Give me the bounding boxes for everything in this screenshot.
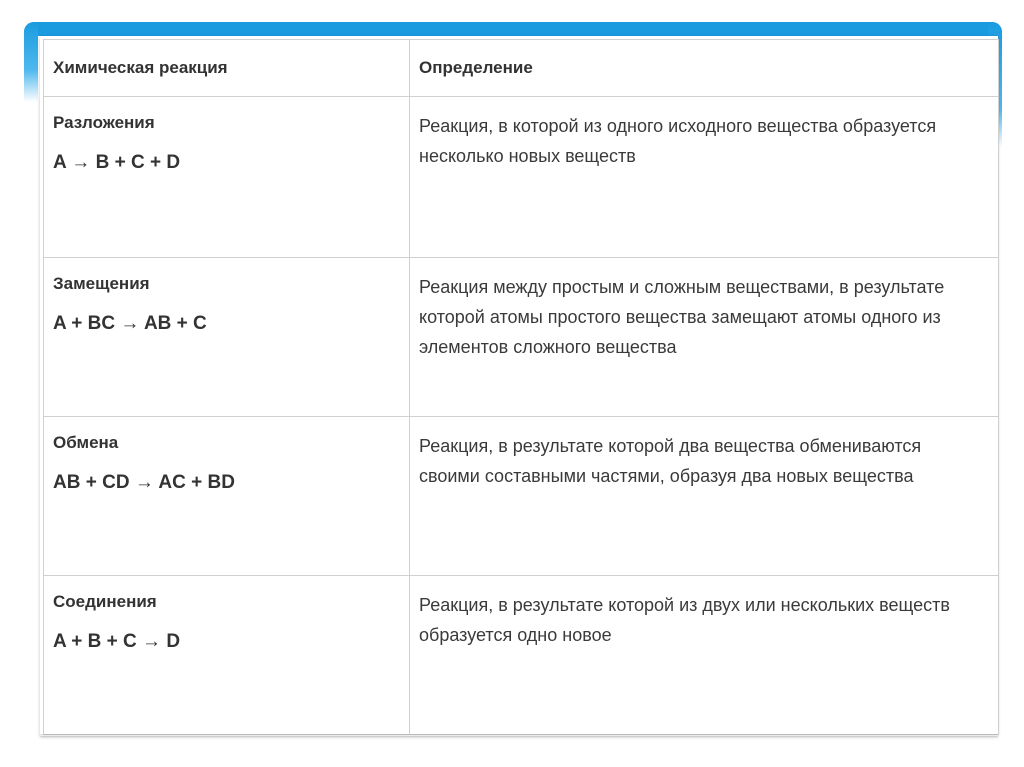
reaction-cell xyxy=(44,417,410,576)
reaction-cell xyxy=(44,97,410,258)
reaction-name: Разложения xyxy=(53,113,155,132)
reaction-cell xyxy=(44,576,410,735)
frame-left-border xyxy=(24,22,38,102)
reaction-definition: Реакция между простым и сложным веществами, в результате которой атомы простого вещества замещают атомы одного из элементов сложного вещества xyxy=(410,258,999,417)
reaction-definition: Реакция, в результате которой два вещества обмениваются своими составными частями, образуя два новых вещества xyxy=(410,417,999,576)
table-row xyxy=(44,417,999,576)
reaction-equation: A + B + C → D xyxy=(53,631,181,652)
reactions-table xyxy=(43,39,999,735)
reaction-equation: A → B + C + D xyxy=(53,152,181,173)
header-reaction: Химическая реакция xyxy=(44,40,410,97)
reaction-name: Соединения xyxy=(53,592,157,611)
table-row xyxy=(44,576,999,735)
reaction-name: Замещения xyxy=(53,274,150,293)
table-header-row xyxy=(44,40,999,97)
reaction-name: Обмена xyxy=(53,433,119,452)
table-row xyxy=(44,258,999,417)
reaction-definition: Реакция, в результате которой из двух или нескольких веществ образуется одно новое xyxy=(410,576,999,735)
table-row xyxy=(44,97,999,258)
reaction-definition: Реакция, в которой из одного исходного вещества образуется несколько новых веществ xyxy=(410,97,999,258)
reaction-equation: AB + CD → AC + BD xyxy=(53,472,235,493)
reaction-equation: A + BC → AB + C xyxy=(53,313,207,334)
frame-top-border xyxy=(24,22,1002,36)
reaction-cell xyxy=(44,258,410,417)
table-bottom-shadow xyxy=(40,734,998,738)
header-definition: Определение xyxy=(410,40,999,97)
